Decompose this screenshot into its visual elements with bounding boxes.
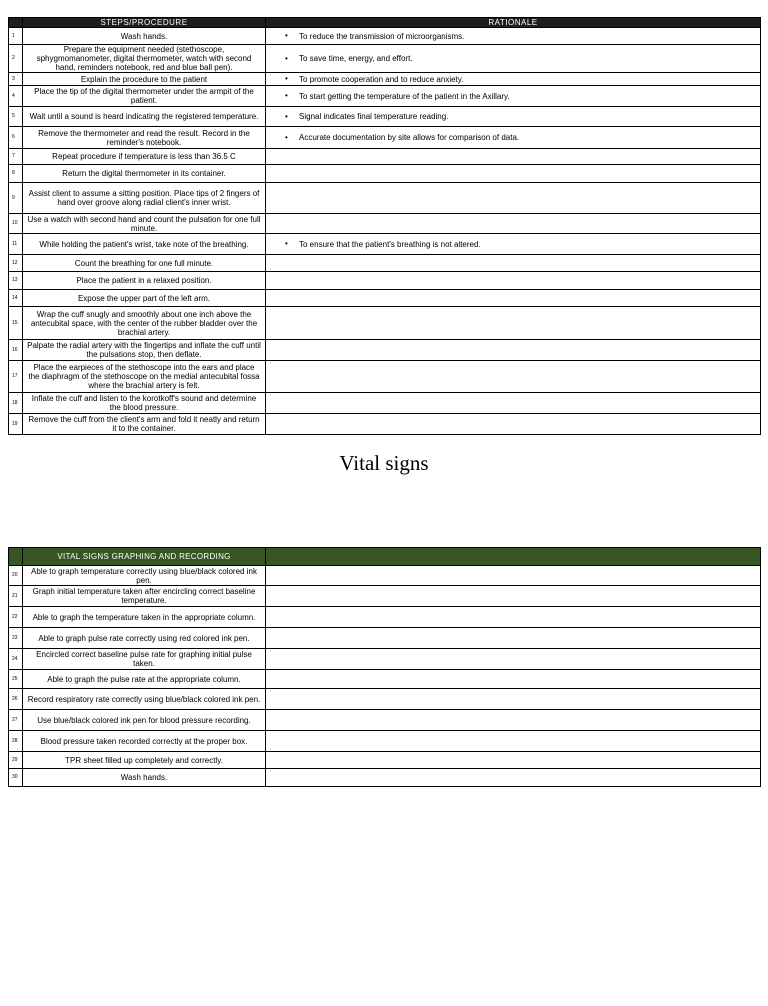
row-number: 28 xyxy=(9,731,23,752)
procedure-table-header xyxy=(9,18,761,28)
table-row xyxy=(9,769,761,787)
rationale-cell xyxy=(266,752,761,769)
row-number: 23 xyxy=(9,628,23,649)
step-text: Encircled correct baseline pulse rate for graphing initial pulse taken. xyxy=(23,649,266,670)
rationale-cell xyxy=(266,586,761,607)
step-text: Wash hands. xyxy=(23,769,266,787)
rationale-cell xyxy=(266,127,761,149)
row-number: 7 xyxy=(9,149,23,165)
step-text: Repeat procedure if temperature is less than 36.5 C xyxy=(23,149,266,165)
rationale-text: To ensure that the patient's breathing is not altered. xyxy=(299,239,481,249)
rationale-cell xyxy=(266,290,761,307)
step-text: Inflate the cuff and listen to the korotkoff's sound and determine the blood pressure. xyxy=(23,393,266,414)
step-text: Explain the procedure to the patient xyxy=(23,73,266,86)
table-row xyxy=(9,45,761,73)
table-row xyxy=(9,340,761,361)
graphing-table xyxy=(8,547,761,787)
row-number: 5 xyxy=(9,107,23,127)
table-row xyxy=(9,607,761,628)
step-text: Able to graph the pulse rate at the appropriate column. xyxy=(23,670,266,689)
row-number: 12 xyxy=(9,255,23,272)
rationale-cell xyxy=(266,414,761,435)
step-text: Expose the upper part of the left arm. xyxy=(23,290,266,307)
header-steps: STEPS/PROCEDURE xyxy=(23,18,266,28)
table-row xyxy=(9,628,761,649)
table-row xyxy=(9,649,761,670)
table-row xyxy=(9,586,761,607)
rationale-cell xyxy=(266,255,761,272)
row-number: 29 xyxy=(9,752,23,769)
rationale-cell xyxy=(266,731,761,752)
row-number: 17 xyxy=(9,361,23,393)
rationale-cell xyxy=(266,73,761,86)
step-text: Wash hands. xyxy=(23,28,266,45)
rationale-text: Signal indicates final temperature reading. xyxy=(299,112,449,121)
table-row xyxy=(9,165,761,183)
table-row xyxy=(9,127,761,149)
rationale-cell xyxy=(266,165,761,183)
rationale-cell xyxy=(266,183,761,214)
bullet-icon: • xyxy=(285,111,288,121)
step-text: Able to graph pulse rate correctly using red colored ink pen. xyxy=(23,628,266,649)
row-number: 21 xyxy=(9,586,23,607)
step-text: Count the breathing for one full minute. xyxy=(23,255,266,272)
step-text: Use a watch with second hand and count the pulsation for one full minute. xyxy=(23,214,266,234)
step-text: Place the patient in a relaxed position. xyxy=(23,272,266,290)
rationale-text: To start getting the temperature of the patient in the Axillary. xyxy=(299,91,510,101)
bullet-icon: • xyxy=(285,74,288,84)
step-text: Able to graph temperature correctly using blue/black colored ink pen. xyxy=(23,566,266,586)
table-row xyxy=(9,290,761,307)
row-number: 26 xyxy=(9,689,23,710)
row-number: 19 xyxy=(9,414,23,435)
rationale-text: To save time, energy, and effort. xyxy=(299,54,413,63)
rationale-cell xyxy=(266,710,761,731)
rationale-cell xyxy=(266,86,761,107)
graphing-table-header xyxy=(9,548,761,566)
rationale-text: Accurate documentation by site allows for comparison of data. xyxy=(299,133,520,142)
table-row xyxy=(9,272,761,290)
rationale-cell xyxy=(266,566,761,586)
table-row xyxy=(9,393,761,414)
row-number: 2 xyxy=(9,45,23,73)
table-row xyxy=(9,234,761,255)
row-number: 14 xyxy=(9,290,23,307)
table-row xyxy=(9,361,761,393)
table-row xyxy=(9,670,761,689)
row-number: 30 xyxy=(9,769,23,787)
row-number: 11 xyxy=(9,234,23,255)
table-row xyxy=(9,731,761,752)
bullet-icon: • xyxy=(285,53,288,63)
bullet-icon: • xyxy=(285,31,288,41)
step-text: Assist client to assume a sitting position. Place tips of 2 fingers of hand over groove along radial client's inner wrist. xyxy=(23,183,266,214)
table-row xyxy=(9,752,761,769)
rationale-cell xyxy=(266,307,761,340)
table-row xyxy=(9,149,761,165)
rationale-cell xyxy=(266,769,761,787)
table-row xyxy=(9,73,761,86)
bullet-icon: • xyxy=(285,132,288,142)
rationale-cell xyxy=(266,689,761,710)
row-number: 24 xyxy=(9,649,23,670)
row-number: 6 xyxy=(9,127,23,149)
bullet-icon: • xyxy=(285,91,288,101)
step-text: Return the digital thermometer in its container. xyxy=(23,165,266,183)
row-number: 8 xyxy=(9,165,23,183)
rationale-cell xyxy=(266,607,761,628)
rationale-text: To reduce the transmission of microorganisms. xyxy=(299,31,465,41)
rationale-cell xyxy=(266,649,761,670)
procedure-table xyxy=(8,17,761,435)
bullet-icon: • xyxy=(285,239,288,249)
row-number: 10 xyxy=(9,214,23,234)
table-row xyxy=(9,414,761,435)
step-text: Use blue/black colored ink pen for blood pressure recording. xyxy=(23,710,266,731)
rationale-cell xyxy=(266,234,761,255)
rationale-cell xyxy=(266,393,761,414)
rationale-cell xyxy=(266,107,761,127)
step-text: Graph initial temperature taken after encircling correct baseline temperature. xyxy=(23,586,266,607)
row-number: 22 xyxy=(9,607,23,628)
table-row xyxy=(9,183,761,214)
row-number: 3 xyxy=(9,73,23,86)
row-number: 16 xyxy=(9,340,23,361)
rationale-cell xyxy=(266,28,761,45)
table-row xyxy=(9,107,761,127)
step-text: Record respiratory rate correctly using blue/black colored ink pen. xyxy=(23,689,266,710)
rationale-cell xyxy=(266,149,761,165)
table-row xyxy=(9,86,761,107)
page-caption: Vital signs xyxy=(339,451,429,475)
step-text: Palpate the radial artery with the fingertips and inflate the cuff until the pulsations stop, then deflate. xyxy=(23,340,266,361)
step-text: Able to graph the temperature taken in the appropriate column. xyxy=(23,607,266,628)
rationale-cell xyxy=(266,272,761,290)
step-text: Remove the thermometer and read the result. Record in the reminder's notebook. xyxy=(23,127,266,149)
step-text: Blood pressure taken recorded correctly at the proper box. xyxy=(23,731,266,752)
rationale-cell xyxy=(266,45,761,73)
table-row xyxy=(9,214,761,234)
step-text: Remove the cuff from the client's arm and fold it neatly and return it to the container. xyxy=(23,414,266,435)
rationale-text: To promote cooperation and to reduce anxiety. xyxy=(299,74,464,84)
step-text: Wrap the cuff snugly and smoothly about one inch above the antecubital space, with the center of the rubber bladder over the brachial artery. xyxy=(23,307,266,340)
table-row xyxy=(9,710,761,731)
step-text: Place the tip of the digital thermometer under the armpit of the patient. xyxy=(23,86,266,107)
rationale-cell xyxy=(266,670,761,689)
row-number: 25 xyxy=(9,670,23,689)
step-text: Prepare the equipment needed (stethoscope, sphygmomanometer, digital thermometer, watch with second hand, reminders notebook, red and blue ball pen). xyxy=(23,45,266,73)
table-row xyxy=(9,255,761,272)
table-row xyxy=(9,689,761,710)
header-number-cell xyxy=(9,548,23,566)
rationale-cell xyxy=(266,361,761,393)
row-number: 9 xyxy=(9,183,23,214)
step-text: While holding the patient's wrist, take note of the breathing. xyxy=(23,234,266,255)
header-number-cell xyxy=(9,18,23,28)
table-row xyxy=(9,28,761,45)
row-number: 20 xyxy=(9,566,23,586)
step-text: Wait until a sound is heard indicating the registered temperature. xyxy=(23,107,266,127)
row-number: 1 xyxy=(9,28,23,45)
row-number: 13 xyxy=(9,272,23,290)
row-number: 4 xyxy=(9,86,23,107)
table-row xyxy=(9,307,761,340)
rationale-cell xyxy=(266,340,761,361)
rationale-cell xyxy=(266,628,761,649)
row-number: 27 xyxy=(9,710,23,731)
header-graphing: VITAL SIGNS GRAPHING AND RECORDING xyxy=(23,548,266,566)
rationale-cell xyxy=(266,214,761,234)
header-rationale: RATIONALE xyxy=(266,18,761,28)
step-text: TPR sheet filled up completely and correctly. xyxy=(23,752,266,769)
row-number: 18 xyxy=(9,393,23,414)
header-graphing-rationale xyxy=(266,548,761,566)
row-number: 15 xyxy=(9,307,23,340)
step-text: Place the earpieces of the stethoscope into the ears and place the diaphragm of the stethoscope on the medial antecubital fossa where the brachial artery is felt. xyxy=(23,361,266,393)
table-row xyxy=(9,566,761,586)
